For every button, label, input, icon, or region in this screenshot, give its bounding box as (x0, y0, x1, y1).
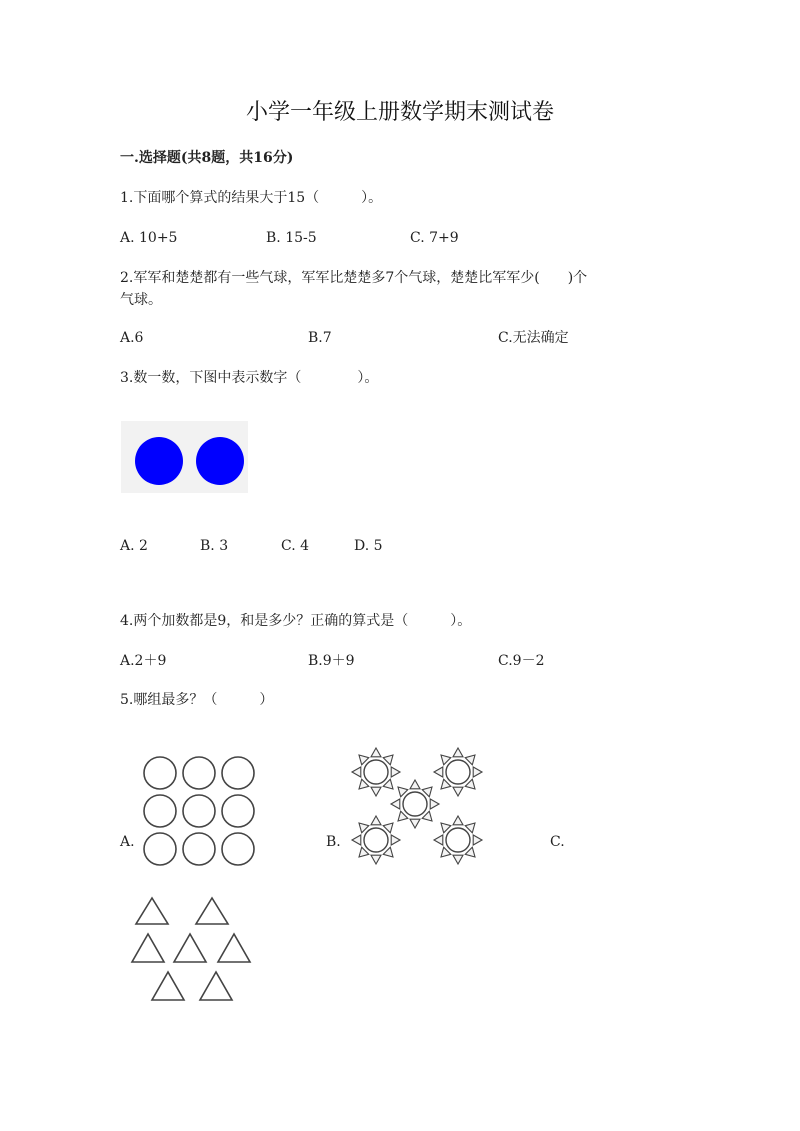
circles-group-figure (140, 752, 260, 872)
sun-shape (352, 816, 400, 864)
section-heading: 一.选择题(共8题，共16分) (120, 150, 294, 166)
triangle-shape (196, 898, 228, 924)
question-2-option-c[interactable]: C.无法确定 (498, 330, 569, 346)
question-4-option-c[interactable]: C.9－2 (498, 653, 545, 669)
blue-dot (135, 437, 183, 485)
circle-shape (144, 795, 176, 827)
question-1-option-a[interactable]: A. 10+5 (120, 230, 178, 246)
blue-dots-figure (121, 421, 248, 493)
question-3-option-b[interactable]: B. 3 (200, 538, 229, 554)
circle-shape (144, 757, 176, 789)
circle-shape (183, 795, 215, 827)
question-1-option-c[interactable]: C. 7+9 (410, 230, 459, 246)
question-2-stem-line2: 气球。 (120, 292, 162, 308)
suns-group-figure (346, 744, 488, 870)
blue-dot (196, 437, 244, 485)
circle-shape (183, 833, 215, 865)
triangle-shape (132, 934, 164, 962)
question-4-stem: 4.两个加数都是9，和是多少？正确的算式是（ ）。 (120, 613, 472, 629)
question-5-option-b[interactable]: B. (326, 834, 341, 850)
circle-shape (144, 833, 176, 865)
circle-shape (222, 833, 254, 865)
triangle-shape (136, 898, 168, 924)
question-4-option-a[interactable]: A.2＋9 (120, 653, 167, 669)
question-2-option-a[interactable]: A.6 (120, 330, 144, 346)
question-3-option-a[interactable]: A. 2 (120, 538, 148, 554)
circle-shape (222, 795, 254, 827)
question-5-stem: 5.哪组最多？（ ） (120, 692, 274, 708)
sun-shape (434, 748, 482, 796)
sun-shape (434, 816, 482, 864)
question-1-stem: 1.下面哪个算式的结果大于15（ ）。 (120, 190, 383, 206)
question-5-option-c[interactable]: C. (550, 834, 565, 850)
question-3-option-d[interactable]: D. 5 (354, 538, 383, 554)
question-2-stem-line1: 2.军军和楚楚都有一些气球，军军比楚楚多7个气球，楚楚比军军少( )个 (120, 270, 588, 286)
question-3-stem: 3.数一数，下图中表示数字（ ）。 (120, 370, 379, 386)
triangle-shape (152, 972, 184, 1000)
question-5-option-a[interactable]: A. (120, 834, 135, 850)
question-1-option-b[interactable]: B. 15-5 (266, 230, 317, 246)
sun-shape (391, 780, 439, 828)
page-title: 小学一年级上册数学期末测试卷 (245, 100, 554, 125)
question-3-option-c[interactable]: C. 4 (281, 538, 310, 554)
circle-shape (222, 757, 254, 789)
triangle-shape (174, 934, 206, 962)
triangles-group-figure (128, 892, 270, 1004)
question-2-option-b[interactable]: B.7 (308, 330, 332, 346)
circle-shape (183, 757, 215, 789)
question-4-option-b[interactable]: B.9＋9 (308, 653, 355, 669)
triangle-shape (200, 972, 232, 1000)
sun-shape (352, 748, 400, 796)
triangle-shape (218, 934, 250, 962)
